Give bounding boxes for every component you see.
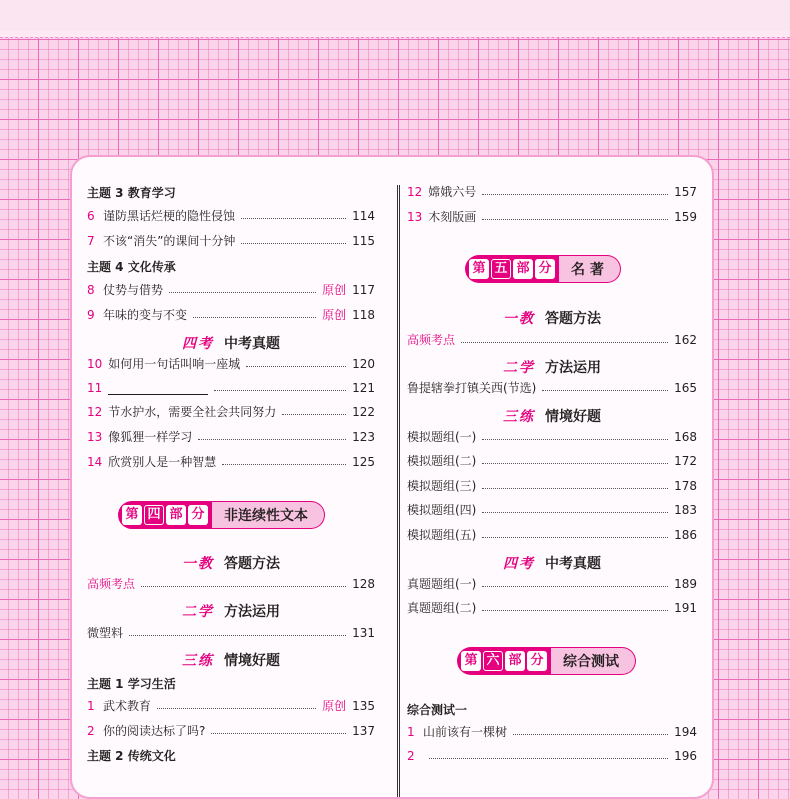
entry-title: 嫦娥六号: [428, 185, 477, 199]
toc-entry[interactable]: [407, 208, 697, 226]
dot-leader: [241, 209, 346, 219]
toc-entry[interactable]: [407, 501, 697, 519]
topic-heading: 主题 1 学习生活: [87, 677, 176, 691]
section-heading-sikao: [87, 333, 375, 353]
perforated-edge: [0, 31, 790, 38]
entry-title: 节水护水，需要全社会共同努力: [108, 405, 277, 419]
part-char: 第: [122, 505, 142, 525]
entry-page: 196: [674, 749, 697, 763]
entry-page: 114: [352, 209, 375, 223]
toc-entry[interactable]: [87, 379, 375, 397]
section-label: 中考真题: [545, 556, 601, 572]
dot-leader: [222, 455, 346, 465]
toc-entry[interactable]: [87, 207, 375, 225]
dot-leader: [542, 381, 668, 391]
dot-leader: [482, 601, 668, 611]
entry-title: 真题题组(一): [407, 577, 477, 591]
toc-card: [70, 155, 714, 799]
section-label: 情境好题: [224, 653, 280, 669]
dot-leader: [193, 308, 316, 318]
entry-page: 186: [674, 528, 697, 542]
entry-title: 模拟题组(五): [407, 528, 477, 542]
entry-page: 183: [674, 503, 697, 517]
entry-title: 年味的变与不变: [103, 308, 188, 322]
test-heading: 综合测试一: [407, 703, 468, 717]
entry-title: 你的阅读达标了吗?: [103, 724, 206, 738]
toc-entry[interactable]: [407, 331, 697, 349]
toc-entry[interactable]: [407, 526, 697, 544]
section-mark: 二学: [503, 360, 535, 376]
entry-page: 135: [352, 699, 375, 713]
part-six-banner: [457, 647, 636, 675]
toc-entry[interactable]: [87, 722, 375, 740]
entry-page: 168: [674, 430, 697, 444]
toc-entry[interactable]: [87, 624, 375, 642]
part-name: 综合测试: [551, 647, 636, 675]
entry-page: 122: [352, 405, 375, 419]
section-label: 方法运用: [545, 360, 601, 376]
part-label: [457, 647, 551, 675]
part-char: 六: [483, 651, 503, 671]
part-char: 五: [491, 259, 511, 279]
toc-entry[interactable]: [407, 452, 697, 470]
entry-title: 欣赏别人是一种智慧: [108, 455, 217, 469]
entry-page: 159: [674, 210, 697, 224]
part-char: 部: [513, 259, 533, 279]
entry-number: 6: [87, 209, 95, 223]
entry-page: 178: [674, 479, 697, 493]
part-name: 名 著: [559, 255, 621, 283]
entry-title: 模拟题组(四): [407, 503, 477, 517]
entry-title: 真题题组(二): [407, 601, 477, 615]
entry-title: 模拟题组(二): [407, 454, 477, 468]
dot-leader: [214, 381, 346, 391]
entry-number: 1: [87, 699, 95, 713]
entry-page: 191: [674, 601, 697, 615]
dot-leader: [169, 283, 316, 293]
entry-number: 2: [87, 724, 95, 738]
toc-entry[interactable]: [87, 575, 375, 593]
entry-number: 13: [87, 430, 103, 444]
entry-title: 木刻版画: [428, 210, 477, 224]
toc-entry[interactable]: [407, 723, 697, 741]
toc-entry[interactable]: [407, 575, 697, 593]
entry-number: 9: [87, 308, 95, 322]
part-char: 分: [535, 259, 555, 279]
fill-in-blank: [108, 382, 208, 395]
toc-entry[interactable]: [407, 477, 697, 495]
entry-page: 118: [352, 308, 375, 322]
entry-number: 8: [87, 283, 95, 297]
toc-entry[interactable]: [87, 232, 375, 250]
dot-leader: [482, 210, 668, 220]
part-five-banner: [465, 255, 621, 283]
entry-page: 172: [674, 454, 697, 468]
section-mark: 三练: [182, 653, 214, 669]
entry-page: 125: [352, 455, 375, 469]
section-label: 答题方法: [224, 556, 280, 572]
entry-page: 120: [352, 357, 375, 371]
entry-page: 157: [674, 185, 697, 199]
part-char: 分: [527, 651, 547, 671]
entry-title: 鲁提辖拳打镇关西(节选): [407, 381, 537, 395]
entry-title: 谨防黑话烂梗的隐性侵蚀: [103, 209, 236, 223]
section-mark: 四考: [503, 556, 535, 572]
section-label: 答题方法: [545, 311, 601, 327]
entry-page: 189: [674, 577, 697, 591]
part-char: 第: [461, 651, 481, 671]
entry-title: 高频考点: [407, 333, 456, 347]
section-label: 情境好题: [545, 409, 601, 425]
entry-page: 121: [352, 381, 375, 395]
topic-heading: 主题 4 文化传承: [87, 260, 176, 274]
toc-entry[interactable]: [407, 747, 697, 765]
page-top-band: [0, 0, 790, 38]
original-tag: 原创: [322, 699, 347, 713]
entry-title: 模拟题组(一): [407, 430, 477, 444]
section-label: 中考真题: [224, 336, 280, 352]
entry-page: 123: [352, 430, 375, 444]
dot-leader: [461, 333, 668, 343]
entry-number: 14: [87, 455, 103, 469]
entry-title: 高频考点: [87, 577, 136, 591]
entry-page: 131: [352, 626, 375, 640]
entry-page: 128: [352, 577, 375, 591]
entry-number: 13: [407, 210, 423, 224]
dot-leader: [482, 503, 668, 513]
section-heading-sanlian: [87, 650, 375, 670]
dot-leader: [482, 430, 668, 440]
dot-leader: [282, 405, 346, 415]
dot-leader: [157, 699, 316, 709]
part-char: 四: [144, 505, 164, 525]
entry-title: 不该“消失”的课间十分钟: [103, 234, 236, 248]
dot-leader: [482, 185, 668, 195]
entry-number: 12: [407, 185, 423, 199]
entry-number: 2: [407, 749, 415, 763]
entry-page: 115: [352, 234, 375, 248]
entry-page: 117: [352, 283, 375, 297]
dot-leader: [482, 577, 668, 587]
section-mark: 四考: [182, 336, 214, 352]
section-label: 方法运用: [224, 604, 280, 620]
entry-number: 7: [87, 234, 95, 248]
entry-title: 像狐狸一样学习: [108, 430, 193, 444]
dot-leader: [513, 725, 668, 735]
section-heading-erxue: [87, 601, 375, 621]
topic-heading: 主题 2 传统文化: [87, 749, 176, 763]
part-char: 分: [188, 505, 208, 525]
section-mark: 二学: [182, 604, 214, 620]
section-heading-erxue: [407, 357, 697, 377]
entry-title: 仗势与借势: [103, 283, 164, 297]
entry-page: 165: [674, 381, 697, 395]
dot-leader: [141, 577, 346, 587]
entry-number: 10: [87, 357, 103, 371]
part-name: 非连续性文本: [212, 501, 325, 529]
section-heading-yijiao: [87, 553, 375, 573]
section-heading-yijiao: [407, 308, 697, 328]
topic-heading: 主题 3 教育学习: [87, 186, 176, 200]
toc-entry[interactable]: [87, 697, 375, 715]
dot-leader: [241, 234, 346, 244]
dot-leader: [211, 724, 346, 734]
dot-leader: [129, 626, 346, 636]
entry-title: 微塑料: [87, 626, 124, 640]
toc-entry[interactable]: [407, 428, 697, 446]
section-heading-sanlian: [407, 406, 697, 426]
entry-page: 194: [674, 725, 697, 739]
toc-entry[interactable]: [407, 183, 697, 201]
toc-entry[interactable]: [407, 599, 697, 617]
entry-title: 武术教育: [103, 699, 152, 713]
entry-title: 如何用一句话叫响一座城: [108, 357, 241, 371]
toc-entry[interactable]: [87, 403, 375, 421]
entry-title: 模拟题组(三): [407, 479, 477, 493]
toc-entry[interactable]: [87, 453, 375, 471]
toc-entry[interactable]: [87, 306, 375, 324]
dot-leader: [482, 454, 668, 464]
part-label: [118, 501, 212, 529]
part-char: 部: [505, 651, 525, 671]
part-four-banner: [118, 501, 325, 529]
section-mark: 一教: [182, 556, 214, 572]
dot-leader: [246, 357, 346, 367]
dot-leader: [429, 749, 668, 759]
part-label: [465, 255, 559, 283]
toc-entry[interactable]: [407, 379, 697, 397]
entry-number: 12: [87, 405, 103, 419]
dot-leader: [482, 479, 668, 489]
toc-entry[interactable]: [87, 355, 375, 373]
entry-page: 162: [674, 333, 697, 347]
column-divider: [397, 185, 400, 797]
section-mark: 三练: [503, 409, 535, 425]
part-char: 部: [166, 505, 186, 525]
original-tag: 原创: [322, 283, 347, 297]
entry-number: 11: [87, 381, 103, 395]
dot-leader: [198, 430, 346, 440]
section-mark: 一教: [503, 311, 535, 327]
toc-entry[interactable]: [87, 281, 375, 299]
section-heading-sikao: [407, 553, 697, 573]
entry-page: 137: [352, 724, 375, 738]
dot-leader: [482, 528, 668, 538]
entry-title: 山前该有一棵树: [423, 725, 508, 739]
entry-number: 1: [407, 725, 415, 739]
original-tag: 原创: [322, 308, 347, 322]
part-char: 第: [469, 259, 489, 279]
toc-entry[interactable]: [87, 428, 375, 446]
